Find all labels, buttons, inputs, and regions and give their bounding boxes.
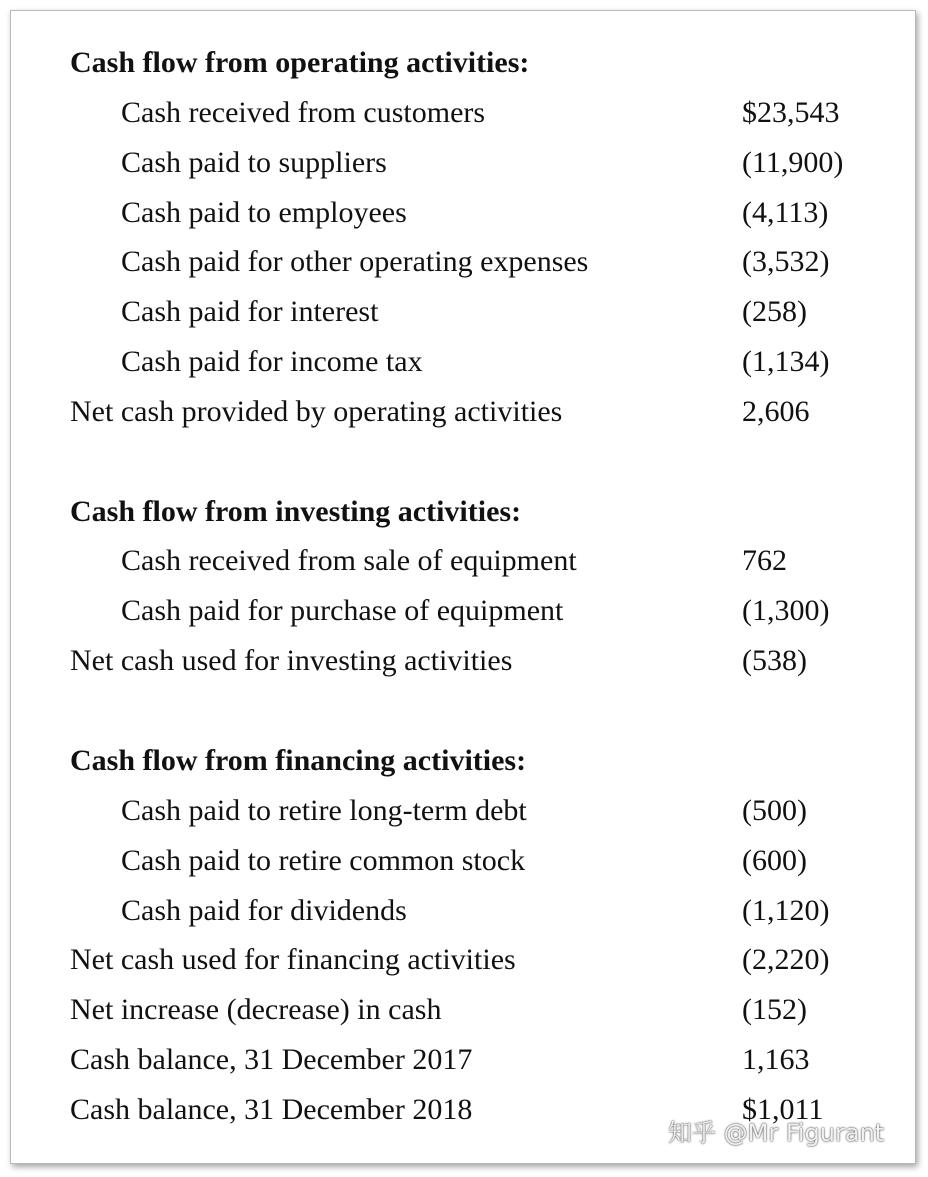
line-item [11,342,915,382]
line-item-value: (1,134) [742,345,830,378]
summary-value: 1,163 [742,1043,810,1076]
line-item [11,193,915,233]
operating-section-header [11,43,915,83]
summary-label: Net increase (decrease) in cash [70,993,442,1026]
watermark: 知乎 @Mr Figurant [668,1119,885,1147]
line-item [11,541,915,581]
line-item [11,242,915,282]
summary-value: (152) [742,993,807,1026]
line-item-label: Cash paid for other operating expenses [121,245,589,278]
line-item-label: Cash received from customers [121,96,486,129]
summary-label: Cash balance, 31 December 2018 [70,1093,473,1126]
section-title: Cash flow from investing activities: [70,495,522,528]
line-item [11,93,915,133]
total-label: Net cash used for financing activities [70,943,516,976]
investing-net-total [11,641,915,681]
line-item [11,791,915,831]
line-item-label: Cash paid for interest [121,295,379,328]
total-value: 2,606 [742,395,810,428]
line-item-value: (258) [742,295,807,328]
line-item [11,891,915,931]
line-item-label: Cash paid for dividends [121,894,407,927]
line-item-label: Cash paid to employees [121,196,407,229]
line-item-value: (4,113) [742,196,829,229]
summary-label: Cash balance, 31 December 2017 [70,1043,473,1076]
line-item [11,292,915,332]
line-item-value: 762 [742,544,787,577]
operating-net-total [11,392,915,432]
section-title: Cash flow from financing activities: [70,744,527,777]
total-label: Net cash used for investing activities [70,644,513,677]
line-item-label: Cash paid for income tax [121,345,423,378]
line-item-value: (3,532) [742,245,830,278]
line-item [11,841,915,881]
section-title: Cash flow from operating activities: [70,46,530,79]
line-item-label: Cash paid to retire long-term debt [121,794,527,827]
line-item-value: (1,120) [742,894,830,927]
line-item-label: Cash paid to suppliers [121,146,387,179]
line-item-label: Cash paid to retire common stock [121,844,526,877]
line-item-label: Cash paid for purchase of equipment [121,594,564,627]
financing-net-total [11,940,915,980]
line-item [11,591,915,631]
summary-value: $1,011 [742,1093,824,1126]
cash-flow-statement [10,10,916,1164]
investing-section-header [11,492,915,532]
total-value: (2,220) [742,943,830,976]
line-item-value: $23,543 [742,96,840,129]
line-item-value: (500) [742,794,807,827]
total-label: Net cash provided by operating activities [70,395,563,428]
net-change-in-cash [11,990,915,1030]
line-item-value: (11,900) [742,146,844,179]
line-item-value: (600) [742,844,807,877]
opening-cash-balance [11,1040,915,1080]
total-value: (538) [742,644,807,677]
financing-section-header [11,741,915,781]
line-item [11,143,915,183]
line-item-label: Cash received from sale of equipment [121,544,577,577]
line-item-value: (1,300) [742,594,830,627]
